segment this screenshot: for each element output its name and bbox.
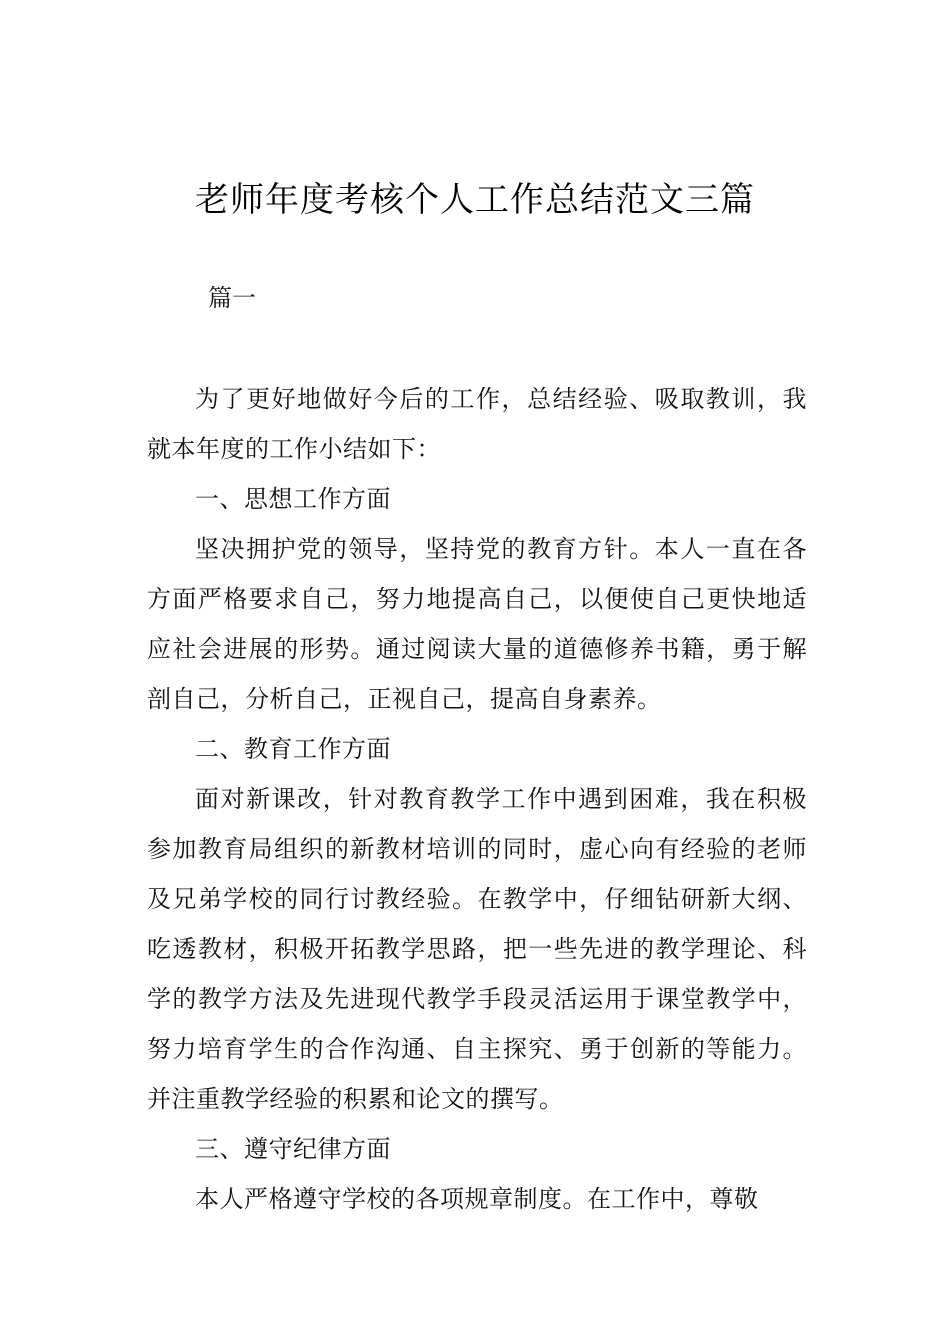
paragraph-ideology: 坚决拥护党的领导，坚持党的教育方针。本人一直在各方面严格要求自己，努力地提高自己，以便使自己更快地适应社会进展的形势。通过阅读大量的道德修养书籍，勇于解剖自己，分析自己，正视自己，提高自身素养。	[147, 535, 807, 713]
paragraph-intro: 为了更好地做好今后的工作，总结经验、吸取教训，我就本年度的工作小结如下：	[147, 385, 807, 463]
document-title: 老师年度考核个人工作总结范文三篇	[195, 180, 755, 220]
heading-education: 二、教育工作方面	[195, 735, 391, 763]
section-label: 篇一	[208, 284, 256, 312]
document-body	[147, 374, 807, 1224]
paragraph-education: 面对新课改，针对教育教学工作中遇到困难，我在积极参加教育局组织的新教材培训的同时，虚心向有经验的老师及兄弟学校的同行讨教经验。在教学中，仔细钻研新大纲、吃透教材，积极开拓教学思路，把一些先进的教学理论、科学的教学方法及先进现代教学手段灵活运用于课堂教学中，努力培育学生的合作沟通、自主探究、勇于创新的等能力。并注重教学经验的积累和论文的撰写。	[147, 785, 807, 1113]
heading-discipline: 三、遵守纪律方面	[195, 1135, 391, 1163]
heading-ideology: 一、思想工作方面	[195, 485, 391, 513]
paragraph-discipline: 本人严格遵守学校的各项规章制度。在工作中，尊敬	[195, 1185, 759, 1213]
